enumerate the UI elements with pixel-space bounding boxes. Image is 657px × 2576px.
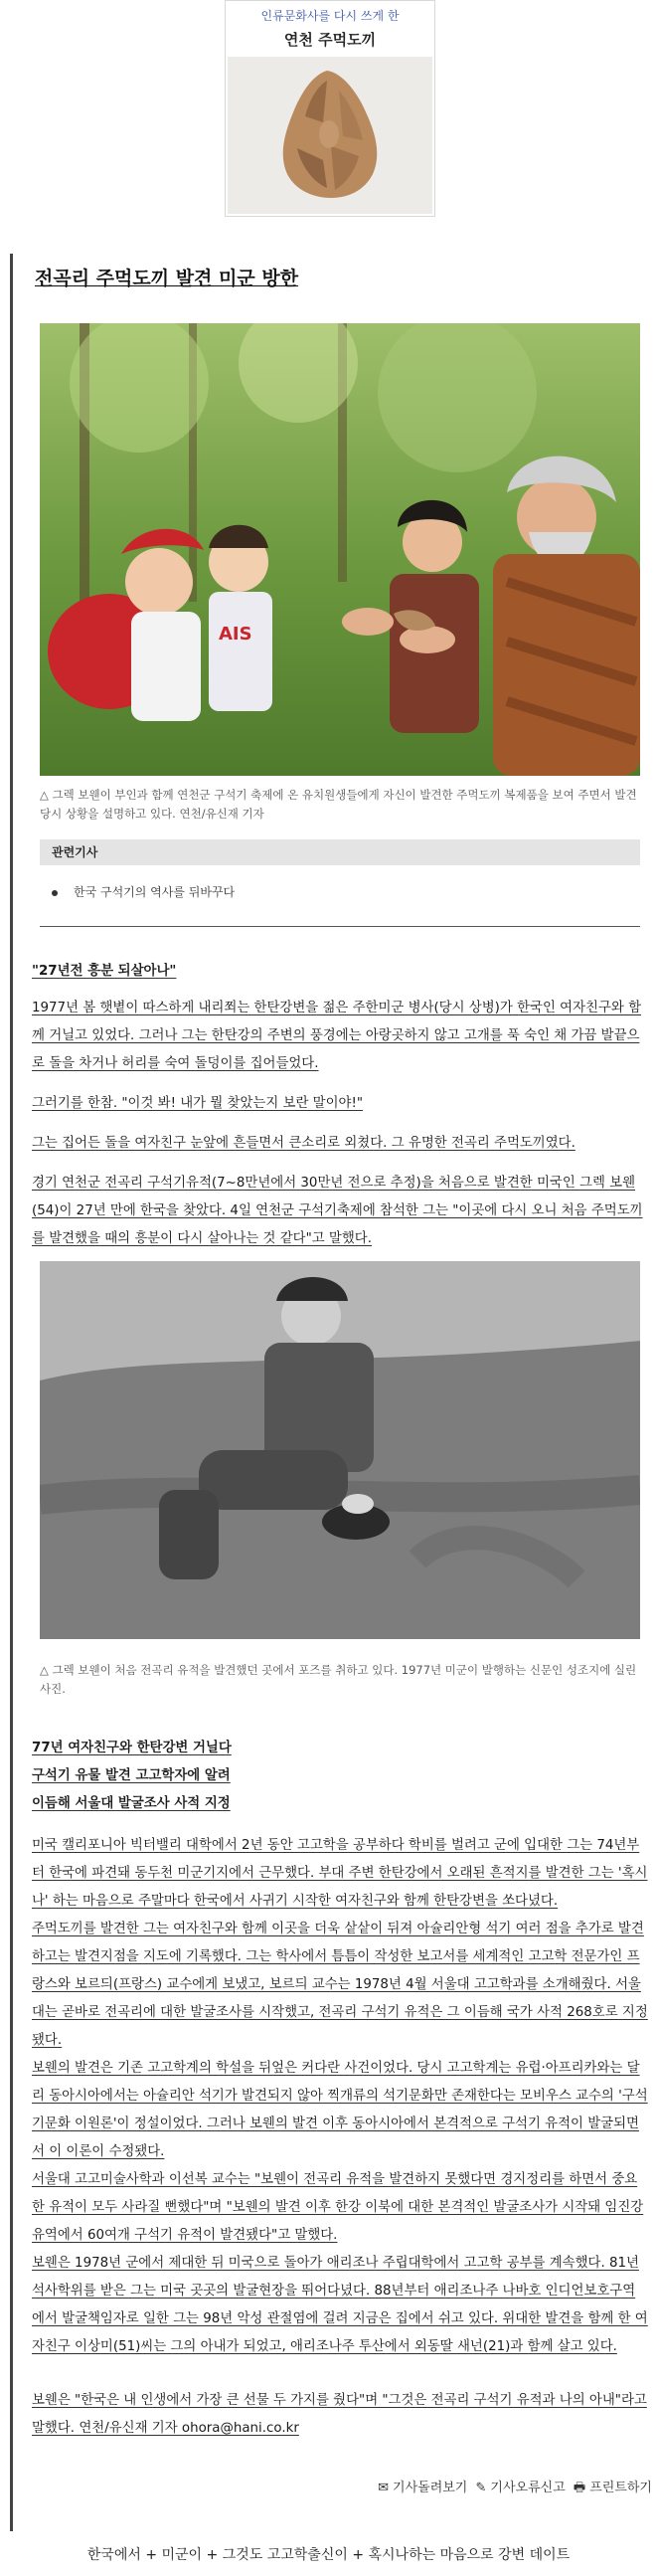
paragraph-7: 보웬의 발견은 기존 고고학계의 학설을 뒤엎은 커다란 사건이었다. 당시 고고학계는 유럽·아프리카와는 달리 동아시아에서는 아슐리안 석기가 발견되지 않아 찍개류의 석기문화만 존재한다는 모비우스 교수의 '구석기문화 이원론'이 정설이었다. 그러나 보웬의 발견 이후 동아시아에서 본격적으로 구석기 유적이 발굴되면서 이 이론이 수정됐다. xyxy=(32,2061,648,2159)
paragraph-4: 경기 연천군 전곡리 구석기유적(7~8만년에서 30만년 전으로 추정)을 처음으로 발견한 미국인 그렉 보웬(54)이 27년 만에 한국을 찾았다. 4일 연천군 구석기축제에 참석한 그는 "이곳에 다시 오니 처음 주먹도끼를 발견했을 때의 흥분이 다시 살아나는 것 같다"고 말했다. xyxy=(32,1176,643,1246)
section2-line-3: 이듬해 서울대 발굴조사 사적 지정 xyxy=(32,1796,231,1811)
article-headline[interactable]: 전곡리 주먹도끼 발견 미군 방한 xyxy=(35,268,299,289)
banner-subtitle: 인류문화사를 다시 쓰게 한 xyxy=(260,9,400,23)
paragraph-8: 서울대 고고미술사학과 이선복 교수는 "보웬이 전곡리 유적을 발견하지 못했다면 경지정리를 하면서 중요한 유적이 모두 사라질 뻔했다"며 "보웬의 발견 이후 한강 이북에 대한 본격적인 발굴조사가 시작돼 임진강 유역에서 60여개 구석기 유적이 발견됐다"고 말했다. xyxy=(32,2172,644,2243)
bullet-icon xyxy=(52,890,58,896)
report-error-link[interactable]: 기사오류신고 xyxy=(490,2481,566,2495)
photo2-caption: △ 그렉 보웬이 처음 전곡리 유적을 발견했던 곳에서 포즈를 취하고 있다. 1977년 미군이 발행하는 신문인 성조지에 실린 사진. xyxy=(40,1663,637,1696)
article-tools xyxy=(328,2477,652,2500)
paragraph-3: 그는 집어든 돌을 여자친구 눈앞에 흔들면서 큰소리로 외쳤다. 그 유명한 전곡리 주먹도끼였다. xyxy=(32,1136,575,1151)
print-icon: 🖶 xyxy=(573,2481,586,2495)
paragraph-2: 그러기를 한참. "이것 봐! 내가 뭘 찾았는지 보란 말이야!" xyxy=(32,1096,364,1111)
bottom-comment: 한국에서 + 미군이 + 그것도 고고학출신이 + 혹시나하는 마음으로 강변 데이트 xyxy=(86,2547,571,2563)
forward-article-link[interactable]: 기사돌려보기 xyxy=(393,2481,468,2495)
section2-line-2: 구석기 유물 발견 고고학자에 알려 xyxy=(32,1768,231,1783)
divider xyxy=(40,926,640,927)
related-article-label[interactable]: 한국 구석기의 역사를 뒤바꾸다 xyxy=(74,885,236,899)
photo-soldier-bw xyxy=(40,1261,640,1639)
banner-card xyxy=(225,0,435,217)
section2-line-1: 77년 여자친구와 한탄강변 거닐다 xyxy=(32,1741,232,1755)
banner-title: 연천 주먹도끼 xyxy=(283,31,377,49)
photo-children-handaxe xyxy=(40,323,640,776)
paragraph-1: 1977년 봄 햇볕이 따스하게 내리쬐는 한탄강변을 젊은 주한미군 병사(당시 상병)가 한국인 여자친구와 함께 거닐고 있었다. 그러나 그는 한탄강의 주변의 풍경에는 아랑곳하지 않고 고개를 푹 숙인 채 가끔 발끝으로 돌을 차거나 허리를 숙여 돌덩이를 집어들었다. xyxy=(32,1001,642,1071)
print-link[interactable]: 프린트하기 xyxy=(589,2481,652,2495)
related-article-link[interactable] xyxy=(52,883,235,900)
paragraph-9: 보웬은 1978년 군에서 제대한 뒤 미국으로 돌아가 애리조나 주립대학에서 고고학 공부를 계속했다. 81년 석사학위를 받은 그는 미국 곳곳의 발굴현장을 뛰어다녔다. 88년부터 애리조나주 나바호 인디언보호구역에서 발굴책임자로 일한 그는 98년 악성 관절염에 걸려 지금은 집에서 쉬고 있다. 위대한 발견을 함께 한 여자친구 이상미(51)씨는 그의 아내가 되었고, 애리조나주 투산에서 외동딸 새넌(21)과 함께 살고 있다. xyxy=(32,2256,648,2354)
paragraph-5: 미국 캘리포니아 빅터밸리 대학에서 2년 동안 고고학을 공부하다 학비를 벌려고 군에 입대한 그는 74년부터 한국에 파견돼 동두천 미군기지에서 근무했다. 부대 주변 한탄강에서 오래된 흔적지를 발견한 그는 '혹시나' 하는 마음으로 주말마다 한국에서 사귀기 시작한 여자친구와 함께 한탄강변을 쏘다녔다. xyxy=(32,1838,648,1909)
forward-icon: ✉ xyxy=(378,2481,390,2495)
error-icon: ✎ xyxy=(475,2481,487,2495)
paragraph-6: 주먹도끼를 발견한 그는 여자친구와 함께 이곳을 더욱 샅샅이 뒤져 아슐리안형 석기 여러 점을 추가로 발견하고는 발견지점을 지도에 기록했다. 그는 학사에서 틈틈이 작성한 보고서를 세계적인 고고학 전문가인 프랑스와 보르듸(프랑스) 교수에게 보냈고, 보르듸 교수는 1978년 4월 서울대 고고학과를 소개해줬다. 서울대는 곧바로 전곡리에 대한 발굴조사를 시작했고, 전곡리 구석기 유적은 그 이듬해 국가 사적 268호로 지정됐다. xyxy=(32,1922,648,2048)
related-articles-header: 관련기사 xyxy=(40,839,640,865)
hand-axe-image xyxy=(228,57,432,214)
section1-title: "27년전 흥분 되살아나" xyxy=(32,964,177,979)
photo1-caption: △ 그렉 보웬이 부인과 함께 연천군 구석기 축제에 온 유치원생들에게 자신이 발견한 주먹도끼 복제품을 보여 주면서 발견 당시 상황을 설명하고 있다. 연천/유신재 기자 xyxy=(40,788,637,821)
paragraph-10: 보웬은 "한국은 내 인생에서 가장 큰 선물 두 가지를 줬다"며 "그것은 전곡리 구석기 유적과 나의 아내"라고 말했다. 연천/유신재 기자 ohora@hani.co.kr xyxy=(32,2393,647,2436)
svg-text:AIS: AIS xyxy=(219,624,252,644)
